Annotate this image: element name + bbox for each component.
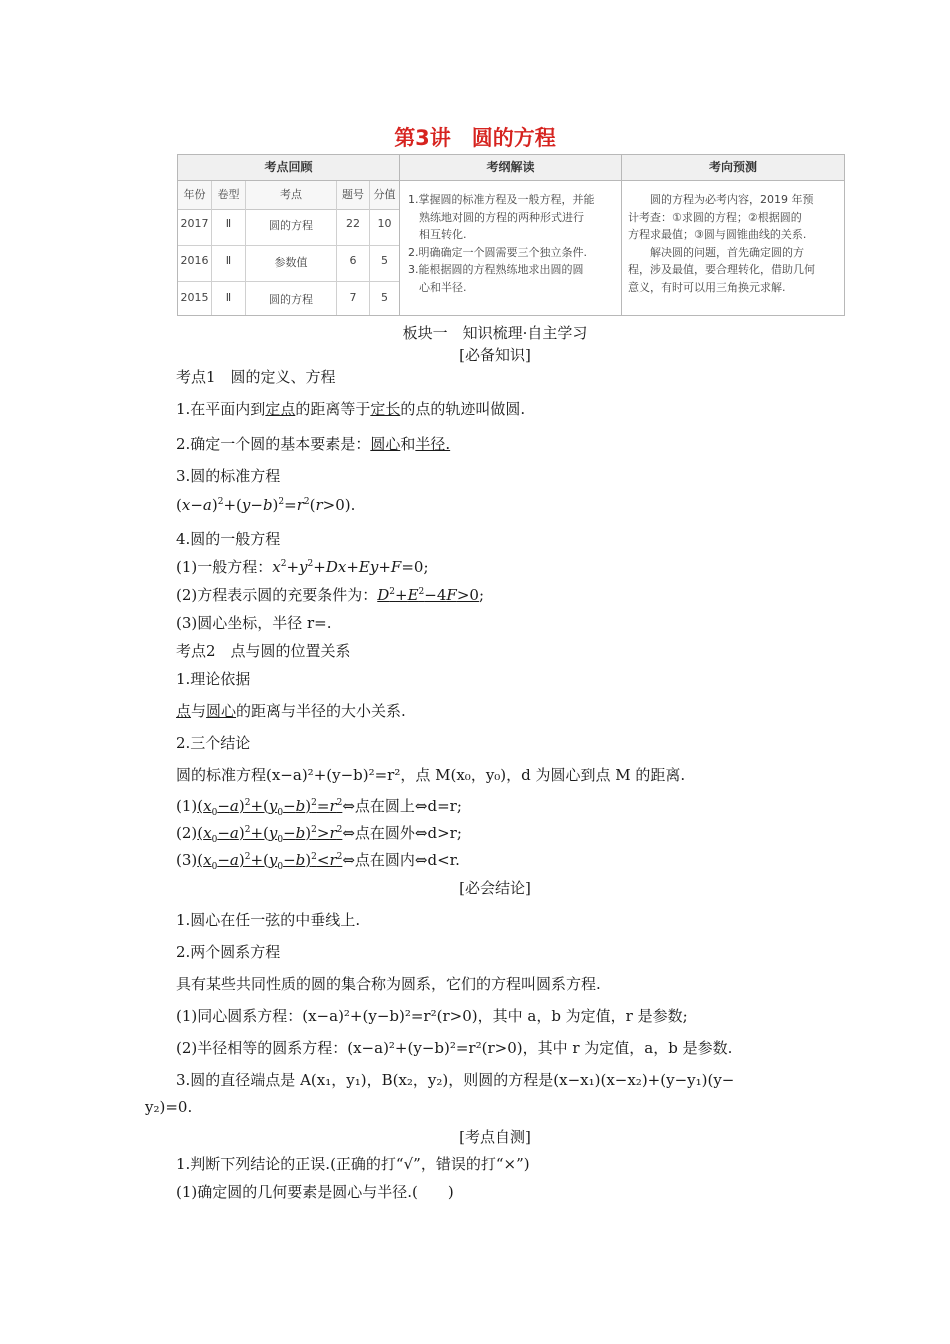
syllabus-line: 相互转化. bbox=[419, 228, 467, 241]
paragraph: 2.两个圆系方程 bbox=[176, 943, 281, 961]
conclusion-item: $(2)(x_0-a)^2+(y_0-b)^2>r^2\Leftrightarrow$点在圆外⇔d>r; bbox=[176, 824, 462, 845]
forecast-line: 计考查：①求圆的方程；②根据圆的 bbox=[628, 210, 802, 224]
table-cell: Ⅱ bbox=[225, 291, 232, 304]
forecast-line: 方程求最值；③圆与圆锥曲线的关系. bbox=[628, 228, 807, 241]
formula: $(x-a)^2+(y-b)^2=r^2(r>0)$. bbox=[176, 496, 356, 514]
table-cell: 2015 bbox=[180, 291, 209, 304]
forecast-line: 圆的方程为必考内容，2019 年预 bbox=[650, 193, 814, 206]
paragraph: 1.圆心在任一弦的中垂线上. bbox=[176, 911, 361, 929]
formula: (2)方程表示圆的充要条件为：$D^2+E^2-4F>0$; bbox=[176, 586, 485, 604]
divider bbox=[399, 155, 400, 315]
paragraph: 具有某些共同性质的圆的集合称为圆系，它们的方程叫圆系方程. bbox=[176, 975, 601, 993]
subheader-type: 卷型 bbox=[217, 188, 240, 201]
forecast-line: 意义，有时可以用三角换元求解. bbox=[628, 280, 786, 294]
paragraph: 2.确定一个圆的基本要素是：圆心和半径. bbox=[176, 435, 451, 453]
table-cell: 2017 bbox=[180, 217, 209, 230]
syllabus-line: 心和半径. bbox=[419, 280, 467, 294]
table-cell: 参数值 bbox=[274, 256, 308, 269]
table-cell: 圆的方程 bbox=[269, 219, 313, 232]
subheader-score: 分值 bbox=[373, 188, 396, 201]
forecast-line: 程，涉及最值，要合理转化，借助几何 bbox=[628, 263, 815, 276]
paragraph: 1.理论依据 bbox=[176, 670, 251, 688]
table-cell: 10 bbox=[377, 217, 392, 230]
table-cell: 圆的方程 bbox=[269, 293, 313, 306]
conclusion-item: $(1)(x_0-a)^2+(y_0-b)^2=r^2\Leftrightarrow$点在圆上⇔d=r; bbox=[176, 797, 462, 818]
syllabus-text bbox=[408, 191, 618, 296]
divider bbox=[621, 155, 622, 315]
paragraph: 4.圆的一般方程 bbox=[176, 530, 281, 548]
forecast-text bbox=[628, 191, 840, 296]
subheader-year: 年份 bbox=[183, 188, 206, 201]
table-cell: 5 bbox=[381, 291, 388, 304]
table-cell: 2016 bbox=[180, 254, 209, 267]
table-header-forecast: 考向预测 bbox=[622, 155, 844, 181]
paragraph: 1.在平面内到定点的距离等于定长的点的轨迹叫做圆. bbox=[176, 400, 526, 418]
paragraph: y₂)=0. bbox=[145, 1098, 193, 1116]
formula: (1)一般方程：$x^2+y^2+Dx+Ey+F=0$; bbox=[176, 558, 429, 576]
kaodian-heading: 考点1 圆的定义、方程 bbox=[176, 368, 336, 386]
paragraph: 2.三个结论 bbox=[176, 734, 251, 752]
syllabus-line: 1.掌握圆的标准方程及一般方程，并能 bbox=[408, 193, 595, 206]
bracket-heading: [必会结论] bbox=[459, 879, 531, 897]
question-item: (1)确定圆的几何要素是圆心与半径.( ) bbox=[176, 1183, 454, 1201]
paragraph: (2)半径相等的圆系方程：(x−a)²+(y−b)²=r²(r>0)，其中 r 为定值，a，b 是参数. bbox=[176, 1039, 733, 1057]
bracket-heading: [考点自测] bbox=[459, 1128, 531, 1146]
table-cell: 22 bbox=[346, 217, 360, 230]
forecast-line: 解决圆的问题，首先确定圆的方 bbox=[650, 245, 804, 259]
table-cell: Ⅱ bbox=[225, 217, 232, 230]
conclusion-item: $(3)(x_0-a)^2+(y_0-b)^2<r^2\Leftrightarrow$点在圆内⇔d<r. bbox=[176, 851, 460, 872]
table-header-review: 考点回顾 bbox=[178, 155, 399, 181]
paragraph: 点与圆心的距离与半径的大小关系. bbox=[176, 702, 406, 720]
summary-table bbox=[177, 154, 845, 316]
divider bbox=[178, 245, 399, 246]
syllabus-line: 熟练地对圆的方程的两种形式进行 bbox=[419, 210, 584, 224]
section-heading: 板块一 知识梳理·自主学习 bbox=[402, 324, 588, 342]
subheader-number: 题号 bbox=[342, 188, 364, 201]
page-title: 第3讲 圆的方程 bbox=[394, 126, 556, 150]
paragraph: 圆的标准方程(x−a)²+(y−b)²=r²，点 M(x₀，y₀)，d 为圆心到点 M 的距离. bbox=[176, 766, 686, 784]
paragraph: 3.圆的标准方程 bbox=[176, 467, 281, 485]
kaodian-heading: 考点2 点与圆的位置关系 bbox=[176, 642, 351, 660]
divider bbox=[178, 281, 399, 282]
table-cell: 7 bbox=[349, 291, 357, 304]
table-cell: 5 bbox=[381, 254, 388, 267]
paragraph: 3.圆的直径端点是 A(x₁，y₁)，B(x₂，y₂)，则圆的方程是(x−x₁)(x−x₂)+(y−y₁)(y− bbox=[176, 1071, 735, 1089]
syllabus-line: 3.能根据圆的方程熟练地求出圆的圆 bbox=[408, 263, 584, 276]
paragraph: (3)圆心坐标，半径 r=. bbox=[176, 614, 332, 632]
table-cell: 6 bbox=[349, 254, 357, 267]
table-cell: Ⅱ bbox=[225, 254, 232, 267]
paragraph: 1.判断下列结论的正误.(正确的打“√”，错误的打“×”) bbox=[176, 1155, 530, 1173]
syllabus-line: 2.明确确定一个圆需要三个独立条件. bbox=[408, 245, 587, 259]
paragraph: (1)同心圆系方程：(x−a)²+(y−b)²=r²(r>0)，其中 a，b 为定值，r 是参数; bbox=[176, 1007, 688, 1025]
bracket-heading: [必备知识] bbox=[459, 346, 531, 364]
table-header-syllabus: 考纲解读 bbox=[400, 155, 621, 181]
subheader-topic: 考点 bbox=[280, 188, 302, 201]
